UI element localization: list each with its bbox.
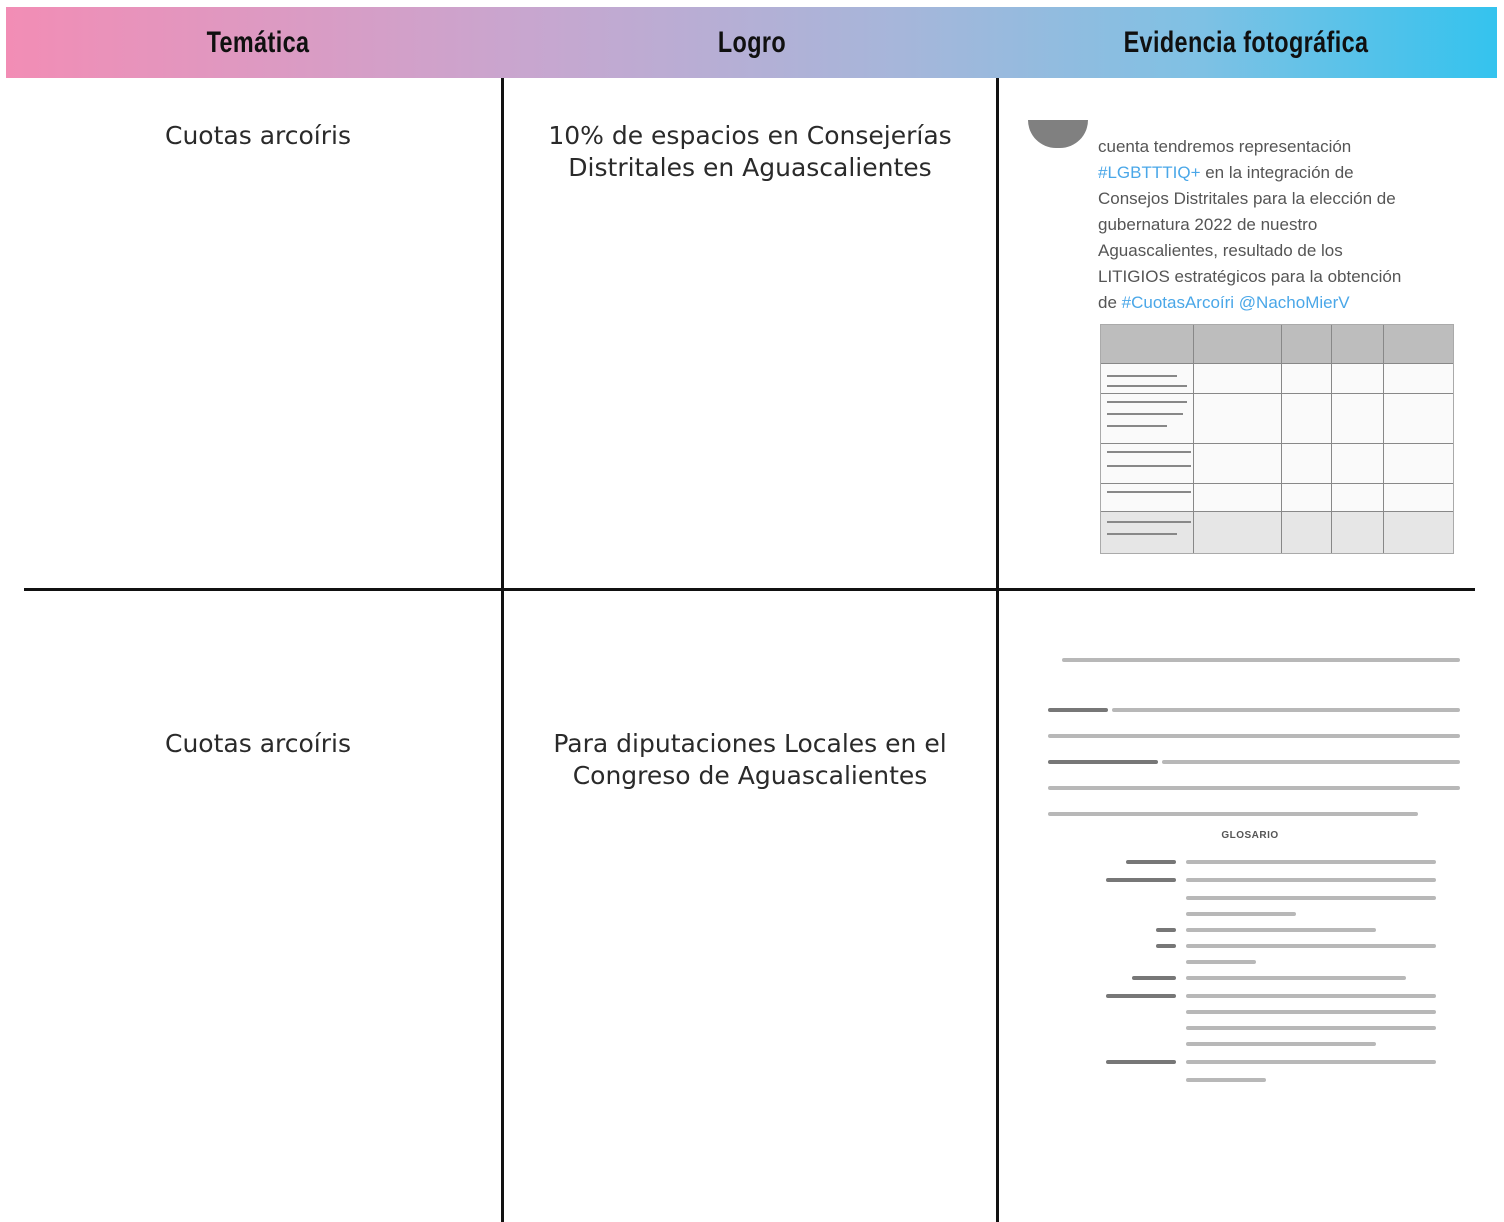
tweet-line: LITIGIOS estratégicos para la obtención bbox=[1098, 267, 1402, 286]
document-text-line bbox=[1112, 708, 1460, 712]
table-image-col bbox=[1383, 325, 1384, 553]
tweet-line: gubernatura 2022 de nuestro bbox=[1098, 215, 1318, 234]
document-text-line bbox=[1186, 896, 1436, 900]
table-image-text bbox=[1107, 413, 1183, 415]
table-image-text bbox=[1107, 401, 1187, 403]
table-image-col bbox=[1331, 325, 1332, 553]
document-text-line bbox=[1186, 1026, 1436, 1030]
tweet-text bbox=[1098, 134, 1458, 316]
document-text-line bbox=[1186, 1010, 1436, 1014]
table-image-col bbox=[1281, 325, 1282, 553]
table-image-text bbox=[1107, 465, 1191, 467]
document-text-line bbox=[1106, 878, 1176, 882]
document-text-line bbox=[1186, 860, 1436, 864]
document-text-line bbox=[1186, 960, 1256, 964]
table-image-col bbox=[1193, 325, 1194, 553]
document-glosario-title: GLOSARIO bbox=[1221, 830, 1279, 841]
tweet-line bbox=[1098, 290, 1458, 316]
document-text-line bbox=[1048, 708, 1108, 712]
table-image-text bbox=[1107, 385, 1187, 387]
table-image-text bbox=[1107, 533, 1177, 535]
evidence-photo-tweet bbox=[1014, 120, 1464, 560]
document-text-line bbox=[1186, 976, 1406, 980]
tweet-line: cuenta tendremos representación bbox=[1098, 137, 1352, 156]
document-text-line bbox=[1186, 878, 1436, 882]
table-image-row bbox=[1101, 363, 1453, 364]
document-text-line bbox=[1048, 786, 1460, 790]
table-image-text bbox=[1107, 491, 1191, 493]
tweet-line-rest: en la integración de bbox=[1200, 163, 1354, 182]
document-text-line bbox=[1186, 912, 1296, 916]
table-image-text bbox=[1107, 521, 1191, 523]
column-divider-1 bbox=[501, 78, 504, 1222]
document-text-line bbox=[1162, 760, 1460, 764]
row-divider bbox=[24, 588, 1475, 591]
evidence-photo-document bbox=[1040, 646, 1460, 1096]
document-text-line bbox=[1186, 1042, 1376, 1046]
table-image-text bbox=[1107, 425, 1167, 427]
table-image-shaded-row bbox=[1101, 511, 1453, 553]
tweet-line bbox=[1098, 160, 1458, 186]
document-text-line bbox=[1132, 976, 1176, 980]
tweet-line: Aguascalientes, resultado de los bbox=[1098, 241, 1343, 260]
avatar bbox=[1028, 120, 1088, 148]
document-text-line bbox=[1186, 1060, 1436, 1064]
document-text-line bbox=[1156, 944, 1176, 948]
table-header bbox=[6, 7, 1497, 78]
table-image-row bbox=[1101, 511, 1453, 512]
tweet-table-image bbox=[1100, 324, 1454, 554]
document-text-line bbox=[1048, 812, 1418, 816]
tweet-line: Consejos Distritales para la elección de bbox=[1098, 189, 1396, 208]
row2-logro: Para diputaciones Locales en el Congreso de Aguascalientes bbox=[553, 729, 947, 790]
document-text-line bbox=[1126, 860, 1176, 864]
tweet-line-prefix: de bbox=[1098, 293, 1122, 312]
table-image-row bbox=[1101, 393, 1453, 394]
document-text-line bbox=[1186, 1078, 1266, 1082]
hashtag-link: #LGBTTTIQ+ bbox=[1098, 163, 1201, 182]
document-text-line bbox=[1106, 1060, 1176, 1064]
document-text-line bbox=[1186, 928, 1376, 932]
table-image-row bbox=[1101, 483, 1453, 484]
table-image-row bbox=[1101, 443, 1453, 444]
row1-tematica: Cuotas arcoíris bbox=[165, 121, 351, 150]
document-text-line bbox=[1106, 994, 1176, 998]
header-tematica: Temática bbox=[206, 25, 310, 59]
header-evidencia: Evidencia fotográfica bbox=[1123, 25, 1369, 59]
document-text-line bbox=[1186, 994, 1436, 998]
header-logro: Logro bbox=[717, 25, 787, 59]
document-text-line bbox=[1062, 658, 1460, 662]
table-image-text bbox=[1107, 451, 1191, 453]
row1-logro: 10% de espacios en Consejerías Distritales en Aguascalientes bbox=[548, 121, 952, 182]
row2-tematica: Cuotas arcoíris bbox=[165, 729, 351, 758]
document-text-line bbox=[1186, 944, 1436, 948]
document-text-line bbox=[1156, 928, 1176, 932]
document-text-line bbox=[1048, 760, 1158, 764]
hashtag-link: #CuotasArcoíri @NachoMierV bbox=[1121, 293, 1350, 312]
column-divider-2 bbox=[996, 78, 999, 1222]
table-image-text bbox=[1107, 375, 1177, 377]
document-text-line bbox=[1048, 734, 1460, 738]
table-image-header bbox=[1101, 325, 1453, 363]
